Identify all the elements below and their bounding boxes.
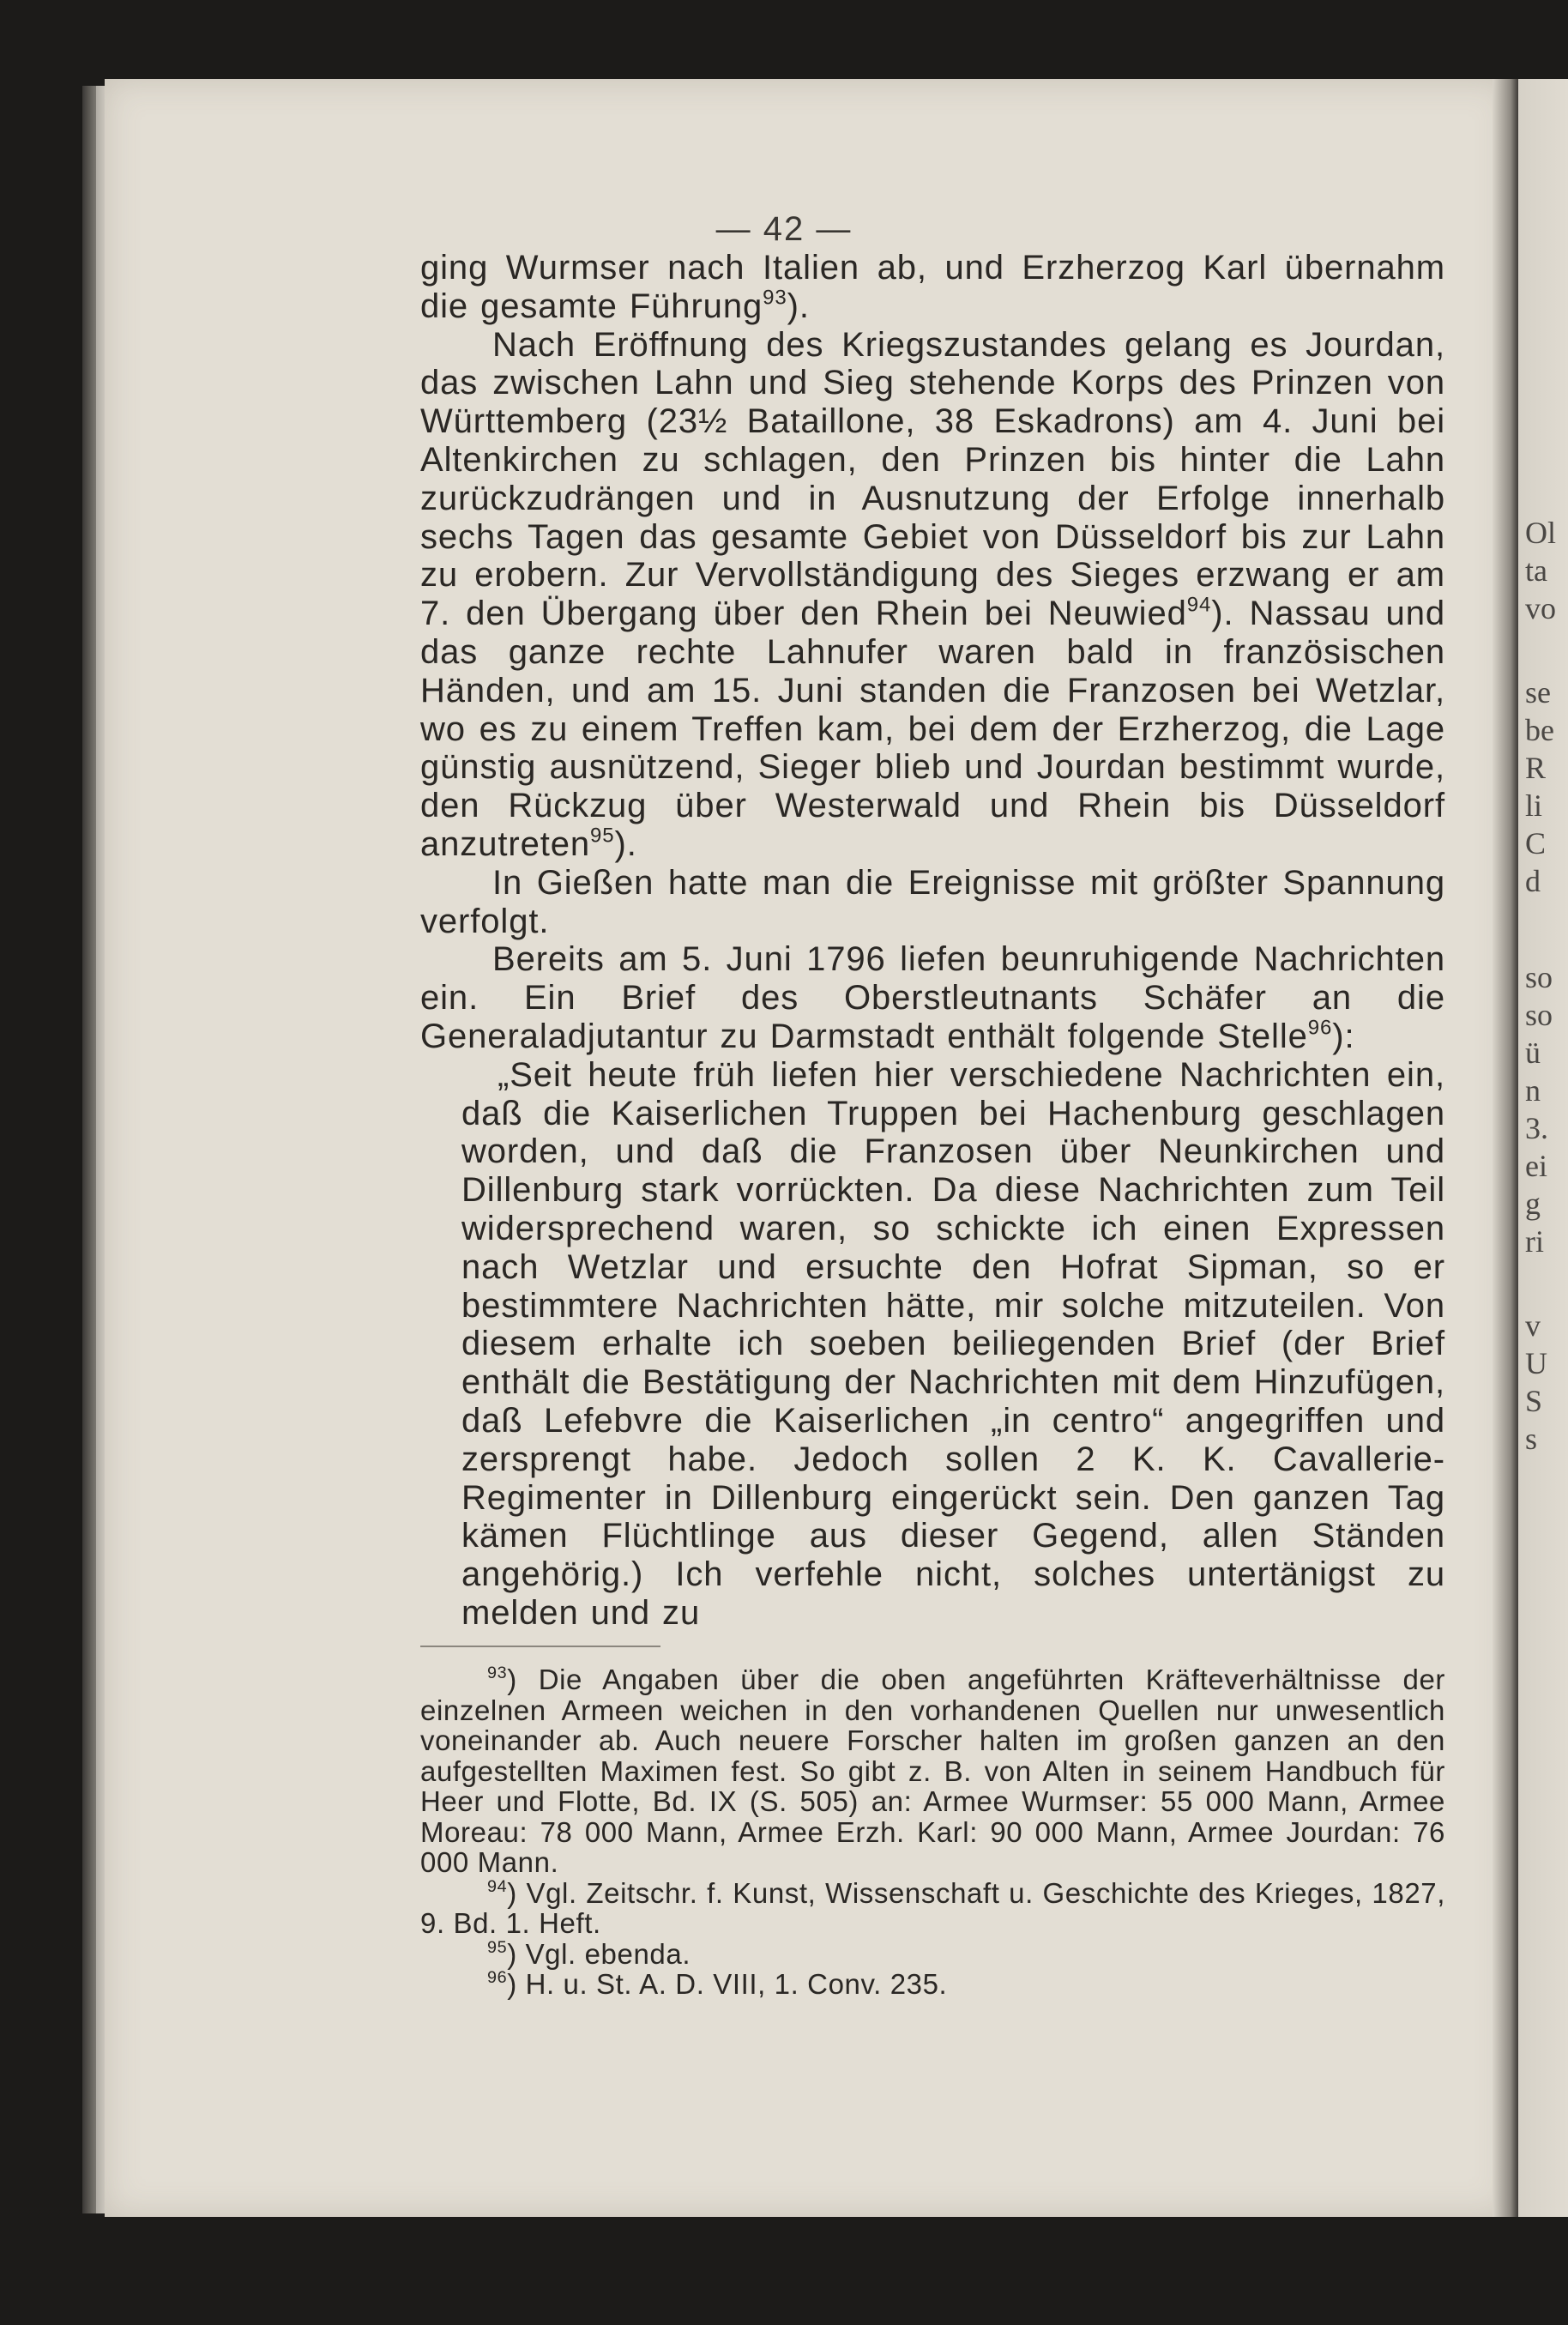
next-page-text: Ol xyxy=(1525,516,1556,550)
footnote-ref: 94 xyxy=(1186,593,1212,617)
next-page-text: ü xyxy=(1525,1036,1541,1070)
next-page-text: R xyxy=(1525,751,1547,785)
block-quote: „Seit heute früh liefen hier verschiedene Nachrichten ein, daß die Kaiserlichen Truppen bei Hachenburg geschlagen worden, und daß die Franzosen über Neunkirchen und Dillenburg stark vorrückten. Da diese Nachrichten zum Teil widersprechend waren, so schickte ich einen Expressen nach Wetzlar und ersuchte den Hofrat Sipman, so er bestimmtere Nachrichten hätte, mir solche mitzuteilen. Von diesem erhalte ich soeben beiliegenden Brief (der Brief enthält die Bestätigung der Nachrichten mit dem Hinzufügen, daß Lefebvre die Kaiserlichen „in centro“ angegriffen und zersprengt habe. Jedoch sollen 2 K. K. Cavallerie-Regimenter in Dillenburg eingerückt sein. Den ganzen Tag kämen Flüchtlinge aus dieser Gegend, allen Ständen angehörig.) Ich verfehle nicht, solches untertänigst zu melden und zu xyxy=(461,1055,1445,1632)
footnote: $^{93}$) Die Angaben über die oben angeführten Kräfteverhältnisse der einzelnen Armeen weichen in den vorhandenen Quellen nur unwesentlich voneinander ab. Auch neuere Forscher halten im großen ganzen an den aufgestellten Maximen fest. So gibt z. B. von Alten in seinem Handbuch für Heer und Flotte, Bd. IX (S. 505) an: Armee Wurmser: 55 000 Mann, Armee Moreau: 78 000 Mann, Armee Erzh. Karl: 90 000 Mann, Armee Jourdan: 76 000 Mann. xyxy=(420,1664,1445,1878)
footnote-number: 95 xyxy=(487,1937,508,1957)
page-number: — 42 — xyxy=(715,210,853,248)
footnote-number: 93 xyxy=(487,1664,508,1683)
next-page-text: so xyxy=(1525,998,1553,1032)
next-page-text: v xyxy=(1525,1308,1541,1343)
next-page-text: so xyxy=(1525,960,1553,994)
book-gutter xyxy=(1493,79,1518,2217)
footnote: $^{94}$) Vgl. Zeitschr. f. Kunst, Wissenschaft u. Geschichte des Krieges, 1827, 9. Bd. 1. Heft. xyxy=(420,1876,1446,1939)
paragraph: ging Wurmser nach Italien ab, und Erzherzog Karl übernahm die gesamte Führung$^{93}$). xyxy=(420,249,1445,325)
footnote-ref: 93 xyxy=(763,286,787,310)
next-page-text: d xyxy=(1525,864,1541,898)
paragraph: Nach Eröffnung des Kriegszustandes gelang es Jourdan, das zwischen Lahn und Sieg stehende Korps des Prinzen von Württemberg (23½ Bataillone, 38 Eskadrons) am 4. Juni bei Altenkirchen zu schlagen, den Prinzen bis hinter die Lahn zurückzudrängen und in Ausnutzung der Erfolge innerhalb sechs Tagen das gesamte Gebiet von Düsseldorf bis zur Lahn zu erobern. Zur Vervollständigung des Sieges erzwang er am 7. den Übergang über den Rhein bei Neuwied$^{94}$). Nassau und das ganze rechte Lahnufer waren bald in französischen Händen, und am 15. Juni standen die Franzosen bei Wetzlar, wo es zu einem Treffen kam, bei dem der Erzherzog, die Lage günstig ausnützend, Sieger blieb und Jourdan bestimmt wurde, den Rückzug über Westerwald und Rhein bis Düsseldorf anzutreten$^{95}$). xyxy=(420,325,1445,863)
footnote-ref: 95 xyxy=(590,824,615,848)
next-page-text: ri xyxy=(1525,1224,1544,1259)
footnote-number: 94 xyxy=(487,1876,508,1896)
next-page-fragment xyxy=(1518,79,1568,2217)
footnote-ref: 96 xyxy=(1307,1016,1333,1040)
footnote-number: 96 xyxy=(487,1968,508,1988)
next-page-text: g xyxy=(1525,1187,1541,1221)
footnote-divider xyxy=(420,1646,660,1647)
next-page-text: C xyxy=(1525,826,1547,861)
next-page-text: 3. xyxy=(1525,1111,1548,1145)
paragraph: In Gießen hatte man die Ereignisse mit größter Spannung verfolgt. xyxy=(420,863,1445,940)
next-page-text: vo xyxy=(1525,591,1556,625)
next-page-text: ta xyxy=(1525,553,1547,588)
next-page-text: S xyxy=(1525,1384,1543,1418)
footnotes xyxy=(420,1664,1445,2000)
next-page-text: li xyxy=(1525,788,1543,823)
next-page-text: n xyxy=(1525,1073,1541,1108)
paragraph: Bereits am 5. Juni 1796 liefen beunruhigende Nachrichten ein. Ein Brief des Oberstleutnants Schäfer an die Generaladjutantur zu Darmstadt enthält folgende Stelle$^{96}$): xyxy=(420,940,1445,1055)
footnote: $^{95}$) Vgl. ebenda. xyxy=(487,1937,691,1970)
next-page-text: s xyxy=(1525,1422,1538,1456)
next-page-text: U xyxy=(1525,1346,1547,1380)
footnote: $^{96}$) H. u. St. A. D. VIII, 1. Conv. 235. xyxy=(487,1968,948,2000)
next-page-text: ei xyxy=(1525,1149,1547,1183)
next-page-text: se xyxy=(1525,675,1551,710)
body-text xyxy=(420,249,1445,1633)
next-page-text: be xyxy=(1525,713,1554,747)
